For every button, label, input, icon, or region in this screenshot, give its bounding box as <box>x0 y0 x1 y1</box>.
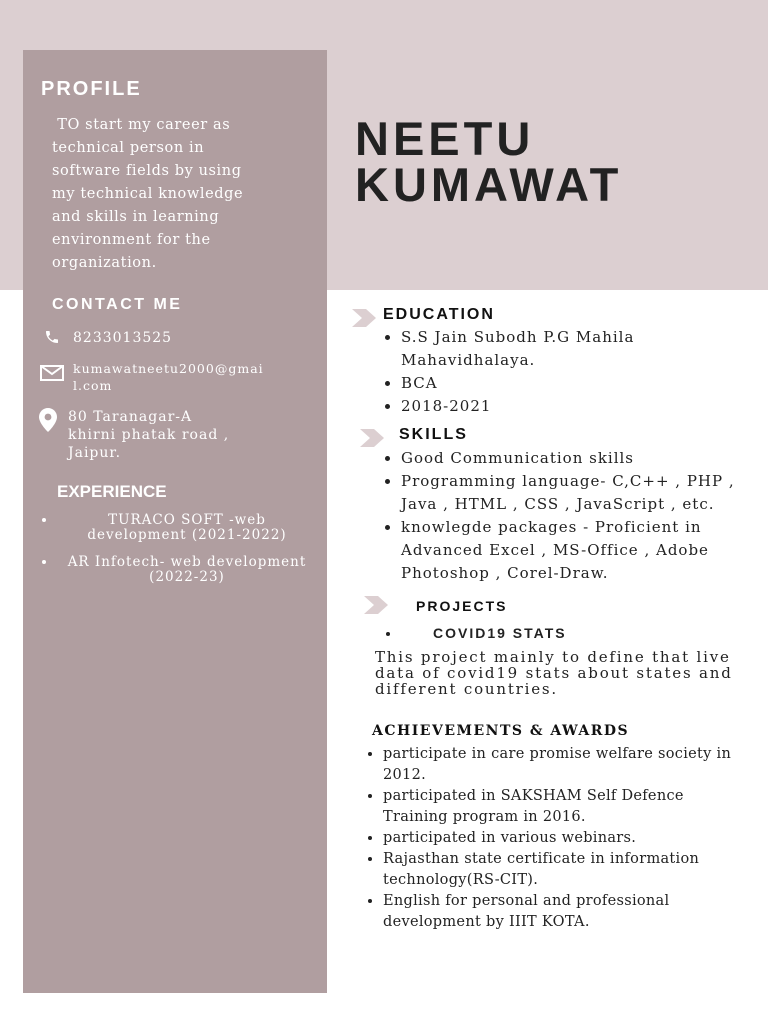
chevron-icon <box>352 309 376 327</box>
skill-item: • knowlegde packages - Proficient in Advanced Excel , MS-Office , Adobe Photoshop , Corel-Draw. <box>401 516 741 585</box>
contact-email <box>39 360 273 394</box>
achievement-item: • participated in SAKSHAM Self Defence Training program in 2016. <box>383 786 753 828</box>
experience-list <box>45 513 317 597</box>
achievement-item: • participated in various webinars. <box>383 828 753 849</box>
profile-heading: PROFILE <box>41 78 142 100</box>
first-name: NEETU <box>355 112 535 165</box>
achievement-item: • English for personal and professional development by IIIT KOTA. <box>383 891 753 933</box>
education-list <box>383 326 671 418</box>
email-address[interactable]: kumawatneetu2000@gmail.com <box>73 361 264 393</box>
education-item: • S.S Jain Subodh P.G Mahila Mahavidhalaya. <box>401 326 671 372</box>
address-line: 80 Taranagar-A <box>68 409 193 425</box>
chevron-icon <box>364 596 388 614</box>
contact-heading: CONTACT ME <box>52 296 183 313</box>
skills-heading: SKILLS <box>399 426 468 443</box>
phone-number[interactable]: 8233013525 <box>73 330 173 346</box>
projects-list <box>383 622 701 645</box>
experience-heading: EXPERIENCE <box>57 482 167 501</box>
chevron-icon <box>360 429 384 447</box>
envelope-icon <box>39 365 65 381</box>
contact-phone <box>39 329 172 347</box>
profile-text: TO start my career as technical person in software fields by using my technical knowledge and skills in learning environment for the organization. <box>52 117 249 271</box>
education-heading: EDUCATION <box>383 306 495 323</box>
skill-item: • Good Communication skills <box>401 447 741 470</box>
candidate-name <box>355 112 623 211</box>
achievement-item: • Rajasthan state certificate in information technology(RS-CIT). <box>383 849 753 891</box>
contact-address <box>35 408 229 462</box>
skills-list <box>383 447 741 585</box>
experience-item: • TURACO SOFT -web development (2021-2022) <box>57 513 317 543</box>
achievements-heading: ACHIEVEMENTS & AWARDS <box>372 723 630 739</box>
phone-icon <box>39 329 65 345</box>
last-name: KUMAWAT <box>355 158 623 211</box>
location-pin-icon <box>35 408 61 432</box>
education-item: • BCA <box>401 372 671 395</box>
skill-item: • Programming language- C,C++ , PHP , Java , HTML , CSS , JavaScript , etc. <box>401 470 741 516</box>
project-item: • COVID19 STATS <box>401 622 701 645</box>
address-line: khirni phatak road , <box>68 427 230 443</box>
education-item: • 2018-2021 <box>401 395 671 418</box>
address-line: Jaipur. <box>68 445 122 461</box>
project-description: This project mainly to define that live data of covid19 stats about states and different countries. <box>375 648 733 698</box>
address <box>68 408 229 462</box>
achievement-item: • participate in care promise welfare society in 2012. <box>383 744 753 786</box>
projects-heading: PROJECTS <box>416 598 508 614</box>
achievements-list <box>366 744 753 933</box>
sidebar <box>23 50 327 993</box>
experience-item: • AR Infotech- web development (2022-23) <box>57 555 317 585</box>
